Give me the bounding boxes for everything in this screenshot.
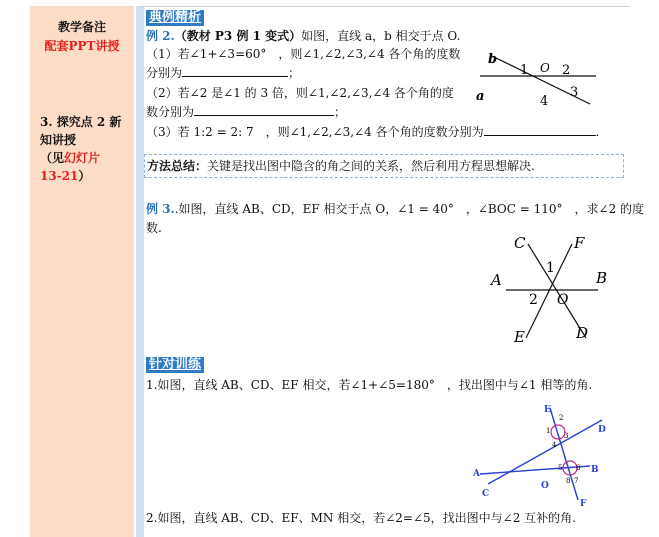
summary-line (147, 158, 535, 175)
example-2-source: （教材 P3 例 1 变式） (174, 29, 302, 43)
example-3-label: 例 3. (146, 202, 175, 216)
point-o: O (540, 61, 550, 75)
sidebar-ppt-note: 配套PPT讲授 (44, 39, 120, 53)
step-open: （见 (40, 151, 65, 165)
practice-1: 1.如图，直线 AB、CD、EF 相交，若∠1+∠5=180° ，找出图中与∠1 相等的角. (146, 378, 593, 392)
method-summary-box (144, 154, 624, 178)
step-line-4 (40, 167, 128, 185)
answer-blank-1[interactable] (182, 64, 288, 77)
label-b: b (488, 52, 498, 67)
label-d: D (576, 324, 589, 342)
step-line-3 (40, 149, 128, 167)
step-range: 13-21 (40, 169, 79, 183)
angle-1: 1 (546, 427, 551, 435)
section-header-practice: 针对训练 (146, 357, 204, 373)
step-line-2: 知讲授 (40, 133, 77, 147)
angle-7: 7 (574, 477, 579, 485)
step-close: ） (78, 169, 91, 183)
angle-4: 4 (552, 441, 557, 449)
label-b: B (596, 269, 608, 287)
q3-end: . (595, 125, 600, 139)
label-o: O (541, 481, 549, 491)
section-header-examples: 典例精析 (146, 10, 204, 26)
sidebar-title: 教学备注 (57, 20, 106, 34)
q1-prefix: 分别为 (146, 66, 183, 80)
figure-two-lines (470, 48, 600, 110)
sidebar-step-note (40, 113, 128, 185)
label-c: C (482, 489, 490, 499)
summary-text: 关键是找出图中隐含的角之间的关系，然后利用方程思想解决. (207, 159, 535, 173)
label-a: A (473, 469, 480, 479)
line-cd (488, 420, 602, 484)
question-1-line-a: （1）若∠1+∠3=60° ，则∠1,∠2,∠3,∠4 各个角的度数 (146, 47, 461, 61)
label-f: F (580, 499, 587, 509)
label-d: D (598, 425, 606, 435)
line-ef (526, 244, 572, 338)
answer-blank-3[interactable] (484, 123, 596, 136)
angle-2: 2 (559, 414, 564, 422)
example-3-text: .如图，直线 AB、CD，EF 相交于点 O，∠1 = 40° ，∠BOC = 110° ，求∠2 的度 (174, 202, 645, 216)
figure-three-lines (486, 230, 616, 348)
example-2-text: 如图，直线 a，b 相交于点 O. (301, 29, 461, 43)
top-rule (140, 6, 630, 7)
line-ef (550, 408, 578, 500)
angle-6: 6 (576, 464, 581, 472)
content-left-border (136, 6, 144, 537)
example-2-intro (146, 28, 460, 45)
angle-4: 4 (540, 94, 549, 109)
step-line-1: 3. 探究点 2 新 (40, 115, 122, 129)
answer-blank-2[interactable] (194, 103, 334, 116)
point-o: O (557, 292, 569, 308)
angle-8: 8 (566, 477, 571, 485)
question-2-line-b (146, 103, 346, 121)
label-e: E (514, 328, 525, 346)
q2-end: ； (334, 105, 347, 119)
question-3 (146, 123, 599, 141)
question-2-line-a: （2）若∠2 是∠1 的 3 倍，则∠1,∠2,∠3,∠4 各个角的度 (146, 86, 454, 100)
angle-2: 2 (562, 63, 571, 78)
step-slides: 幻灯片 (64, 151, 101, 165)
label-a: a (476, 89, 485, 104)
q1-end: ； (288, 66, 301, 80)
label-b: B (591, 465, 599, 475)
angle-3: 3 (570, 85, 579, 100)
angle-1: 1 (520, 63, 529, 78)
question-1-line-b (146, 64, 300, 82)
practice-2: 2.如图，直线 AB、CD、EF、MN 相交，若∠2=∠5，找出图中与∠2 互补的角. (146, 511, 576, 525)
angle-3: 3 (564, 432, 569, 440)
label-e: E (544, 405, 551, 415)
angle-1: 1 (546, 260, 555, 276)
angle-2: 2 (529, 292, 538, 308)
line-ab (480, 466, 590, 474)
q3-text: （3）若 1:2 = 2: 7 ，则∠1,∠2,∠3,∠4 各个角的度数分别为 (146, 125, 484, 139)
label-f: F (574, 234, 585, 252)
q2-prefix: 数分别为 (146, 105, 195, 119)
label-c: C (514, 234, 526, 252)
example-3-line-b: 数. (146, 221, 162, 235)
label-a: A (491, 271, 502, 289)
example-2-label: 例 2. (146, 29, 175, 43)
figure-practice-1 (470, 400, 605, 508)
teaching-notes-sidebar (30, 6, 134, 537)
summary-label: 方法总结： (147, 159, 208, 173)
example-3-line-a (146, 201, 644, 218)
angle-5: 5 (558, 464, 563, 472)
